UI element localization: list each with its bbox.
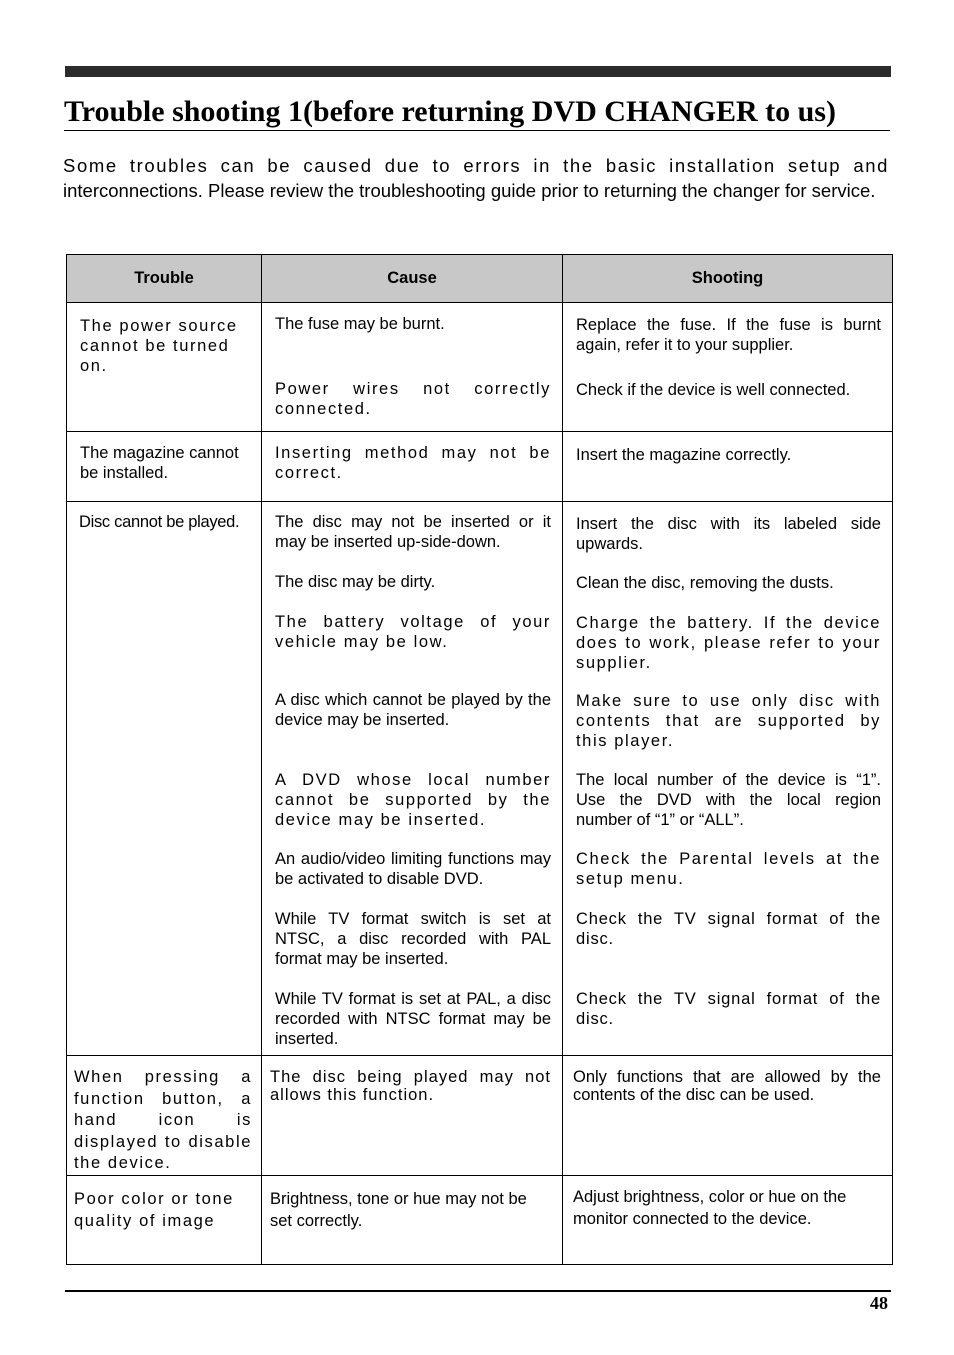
troubleshooting-table: [66, 254, 893, 1265]
shooting-cell: [563, 303, 893, 378]
cause-text: Inserting method may not be correct.: [275, 444, 551, 482]
shooting-text: Check the TV signal format of the disc.: [576, 910, 881, 948]
cause-cell: [262, 902, 563, 981]
shooting-text: Replace the fuse. If the fuse is burnt again, refer it to your supplier.: [576, 316, 881, 354]
cause-text: Brightness, tone or hue may not be set correctly.: [270, 1189, 527, 1230]
top-rule: [65, 66, 891, 77]
cause-text: The disc being played may not allows this function.: [270, 1068, 551, 1104]
cause-text: A disc which cannot be played by the device may be inserted.: [275, 691, 551, 729]
shooting-cell: [563, 1056, 893, 1176]
cause-cell: [262, 763, 563, 842]
shooting-text: Insert the magazine correctly.: [576, 446, 792, 464]
header-cause: Cause: [262, 255, 563, 303]
page-title: Trouble shooting 1(before returning DVD CHANGER to us): [64, 94, 890, 131]
shooting-cell: [563, 981, 893, 1056]
shooting-text: Adjust brightness, color or hue on the monitor connected to the device.: [573, 1187, 847, 1228]
cause-cell: [262, 502, 563, 565]
cause-cell: [262, 432, 563, 502]
trouble-text: When pressing a function button, a hand icon is displayed to disable the device.: [74, 1068, 252, 1172]
cause-cell: [262, 604, 563, 683]
shooting-cell: [563, 763, 893, 842]
table-row: [67, 303, 893, 378]
shooting-text: Check the Parental levels at the setup menu.: [576, 850, 881, 888]
cause-text: The fuse may be burnt.: [275, 315, 445, 333]
cause-cell: [262, 1175, 563, 1264]
trouble-cell: [67, 303, 262, 432]
cause-cell: [262, 981, 563, 1056]
shooting-text: Clean the disc, removing the dusts.: [576, 574, 834, 592]
cause-text: The disc may be dirty.: [275, 573, 436, 591]
cause-text: While TV format is set at PAL, a disc recorded with NTSC format may be inserted.: [275, 990, 551, 1048]
shooting-cell: [563, 432, 893, 502]
intro-paragraph: [63, 154, 889, 203]
cause-text: The battery voltage of your vehicle may be low.: [275, 613, 551, 651]
trouble-cell: [67, 502, 262, 1056]
cause-text: An audio/video limiting functions may be activated to disable DVD.: [275, 850, 551, 888]
trouble-cell: [67, 432, 262, 502]
trouble-text: Disc cannot be played.: [79, 513, 240, 531]
shooting-cell: [563, 502, 893, 565]
cause-cell: [262, 1056, 563, 1176]
trouble-text: The power source cannot be turned on.: [80, 317, 238, 375]
shooting-cell: [563, 902, 893, 981]
header-trouble: Trouble: [67, 255, 262, 303]
shooting-cell: [563, 377, 893, 432]
shooting-cell: [563, 564, 893, 604]
table-row: [67, 502, 893, 565]
intro-line-1: Some troubles can be caused due to errors in the basic installation setup and: [63, 155, 889, 176]
cause-text: Power wires not correctly connected.: [275, 380, 551, 418]
shooting-text: Charge the battery. If the device does to work, please refer to your supplier.: [576, 614, 881, 672]
intro-line-2: interconnections. Please review the troubleshooting guide prior to returning the changer for service.: [63, 179, 876, 201]
shooting-text: Only functions that are allowed by the contents of the disc can be used.: [573, 1068, 881, 1104]
shooting-cell: [563, 842, 893, 902]
shooting-text: Insert the disc with its labeled side upwards.: [576, 515, 881, 553]
cause-cell: [262, 564, 563, 604]
shooting-cell: [563, 683, 893, 763]
cause-cell: [262, 303, 563, 378]
shooting-cell: [563, 604, 893, 683]
trouble-text: Poor color or tone quality of image: [74, 1189, 234, 1230]
header-shooting: Shooting: [563, 255, 893, 303]
footer-rule: [65, 1290, 891, 1292]
trouble-text: The magazine cannot be installed.: [80, 444, 239, 482]
page-number: 48: [870, 1293, 888, 1313]
shooting-text: Check the TV signal format of the disc.: [576, 990, 881, 1028]
cause-cell: [262, 377, 563, 432]
cause-cell: [262, 683, 563, 763]
trouble-cell: [67, 1175, 262, 1264]
shooting-text: Check if the device is well connected.: [576, 381, 851, 399]
shooting-text: The local number of the device is “1”. Use the DVD with the local region number of “1” or “ALL”.: [576, 771, 881, 829]
table-row: [67, 432, 893, 502]
cause-text: A DVD whose local number cannot be supported by the device may be inserted.: [275, 771, 551, 829]
table-row: [67, 1175, 893, 1264]
cause-text: The disc may not be inserted or it may be inserted up-side-down.: [275, 513, 551, 551]
table-row: [67, 1056, 893, 1176]
cause-text: While TV format switch is set at NTSC, a disc recorded with PAL format may be inserted.: [275, 910, 551, 968]
shooting-cell: [563, 1175, 893, 1264]
trouble-cell: [67, 1056, 262, 1176]
cause-cell: [262, 842, 563, 902]
table-header-row: [67, 255, 893, 303]
shooting-text: Make sure to use only disc with contents that are supported by this player.: [576, 692, 881, 750]
